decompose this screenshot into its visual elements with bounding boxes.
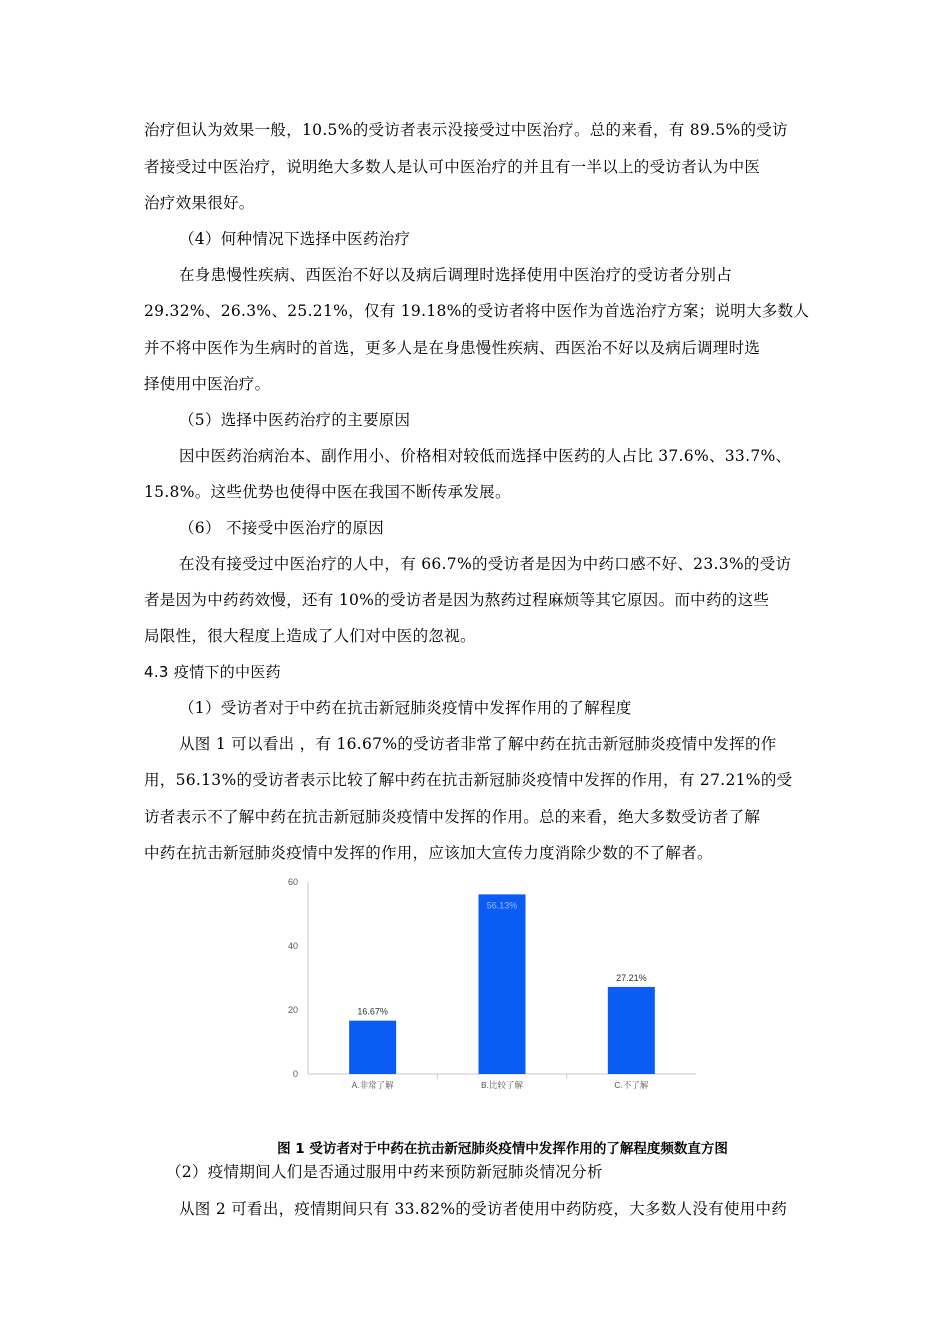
paragraph-line: 访者表示不了解中药在抗击新冠肺炎疫情中发挥的作用。总的来看，绝大多数受访者了解 [144,808,761,826]
figure-caption: 图 1 受访者对于中药在抗击新冠肺炎疫情中发挥作用的了解程度频数直方图 [277,1141,728,1157]
x-tick-label: A.非常了解 [351,1080,394,1090]
paragraph-line: 29.32%、26.3%、25.21%，仅有 19.18%的受访者将中医作为首选治疗方案；说明大多数人 [144,302,810,320]
paragraph-line: 用，56.13%的受访者表示比较了解中药在抗击新冠肺炎疫情中发挥的作用，有 27.21%的受 [144,771,793,789]
paragraph-line: 在没有接受过中医治疗的人中，有 66.7%的受访者是因为中药口感不好、23.3%的受访 [179,555,792,573]
data-label: 16.67% [357,1006,388,1017]
data-label: 56.13% [486,900,518,911]
paragraph-line: 治疗效果很好。 [144,194,255,212]
subsection-heading: （6） 不接受中医治疗的原因 [179,519,384,537]
bar [349,1021,396,1074]
y-tick-label: 60 [287,877,298,887]
paragraph-line: 因中医药治病治本、副作用小、价格相对较低而选择中医药的人占比 37.6%、33.7%、 [179,447,792,465]
paragraph-line: 中药在抗击新冠肺炎疫情中发挥的作用，应该加大宣传力度消除少数的不了解者。 [144,844,713,862]
subsection-heading: （5）选择中医药治疗的主要原因 [179,411,411,429]
subsection-heading: （2）疫情期间人们是否通过服用中药来预防新冠肺炎情况分析 [166,1163,603,1181]
data-label: 27.21% [616,972,647,983]
paragraph-line: 在身患慢性疾病、西医治不好以及病后调理时选择使用中医治疗的受访者分别占 [179,266,733,284]
paragraph-line: 局限性，很大程度上造成了人们对中医的忽视。 [144,627,476,645]
paragraph-line: 者是因为中药药效慢，还有 10%的受访者是因为熬药过程麻烦等其它原因。而中药的这些 [144,591,770,609]
paragraph-line: 15.8%。这些优势也使得中医在我国不断传承发展。 [144,483,511,501]
bar [608,987,655,1074]
paragraph-line: 择使用中医治疗。 [144,375,271,393]
subsection-heading: （4）何种情况下选择中医药治疗 [179,230,411,248]
x-tick-label: B.比较了解 [480,1080,524,1090]
paragraph-line: 并不将中医作为生病时的首选，更多人是在身患慢性疾病、西医治不好以及病后调理时选 [144,339,761,357]
paragraph-line: 从图 2 可看出，疫情期间只有 33.82%的受访者使用中药防疫，大多数人没有使用中药 [179,1200,788,1218]
y-tick-label: 20 [287,1005,298,1015]
subsection-heading: （1）受访者对于中药在抗击新冠肺炎疫情中发挥作用的了解程度 [179,699,632,717]
y-tick-label: 0 [292,1069,298,1079]
paragraph-line: 治疗但认为效果一般，10.5%的受访者表示没接受过中医治疗。总的来看，有 89.5%的受访 [144,121,788,139]
paragraph-line: 从图 1 可以看出 ，有 16.67%的受访者非常了解中药在抗击新冠肺炎疫情中发挥的作 [179,735,777,753]
bar-chart [276,872,706,1098]
y-tick-label: 40 [287,941,298,951]
x-tick-label: C.不了解 [614,1080,649,1090]
section-heading: 4.3 疫情下的中医药 [144,663,281,681]
paragraph-line: 者接受过中医治疗，说明绝大多数人是认可中医治疗的并且有一半以上的受访者认为中医 [144,158,761,176]
bar [479,894,526,1074]
